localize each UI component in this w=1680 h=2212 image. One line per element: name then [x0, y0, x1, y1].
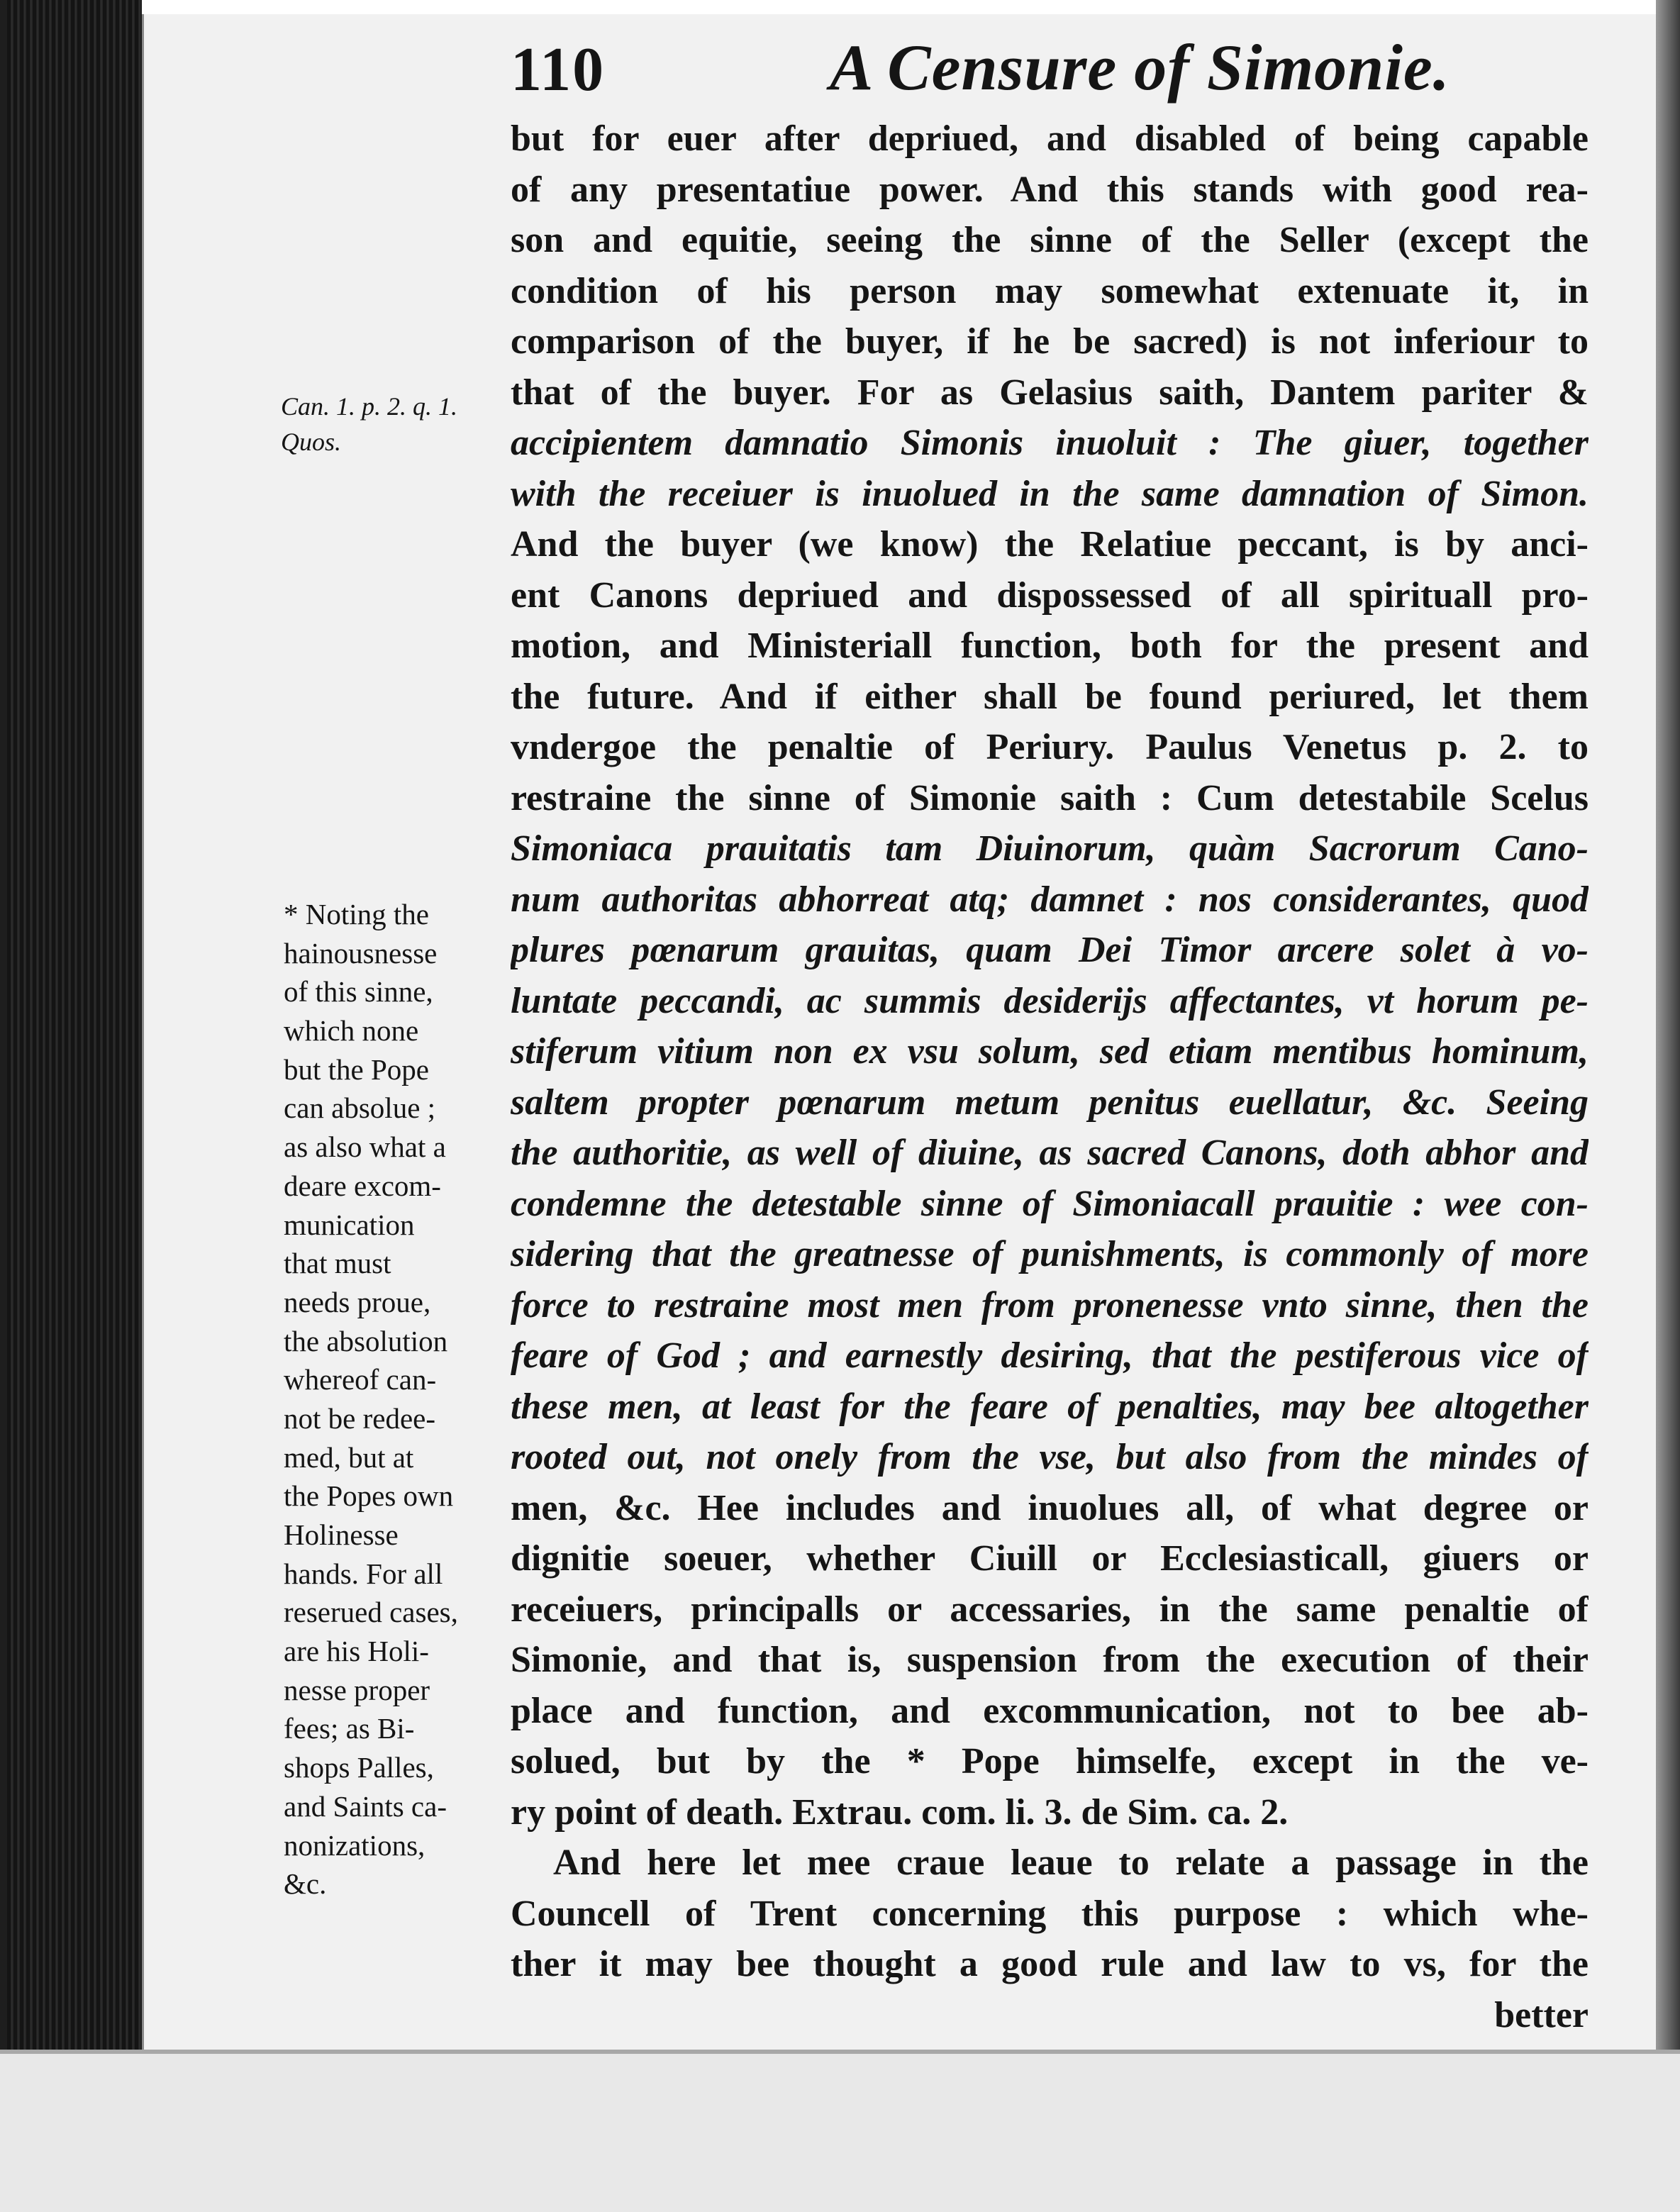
body-text	[511, 113, 1589, 2040]
text-line: comparison of the buyer, if he be sacred) is not inferiour to	[511, 321, 1589, 362]
text-line: vndergoe the penaltie of Periury. Paulus Venetus p. 2. to	[511, 727, 1589, 767]
page-bottom-edge	[0, 2050, 1680, 2054]
scan-bottom-margin	[0, 2050, 1680, 2212]
margin-note-line: as also what a	[284, 1130, 446, 1164]
text-line: condemne the detestable sinne of Simoniacall prauitie : wee con-	[511, 1183, 1589, 1224]
text-line: luntate peccandi, ac summis desiderijs affectantes, vt horum pe-	[511, 980, 1589, 1021]
text-line: And here let mee craue leaue to relate a passage in the	[553, 1843, 1589, 1883]
text-line: ry point of death. Extrau. com. li. 3. de Sim. ca. 2.	[511, 1791, 1289, 1833]
margin-citation	[281, 389, 486, 460]
text-line: Simonie, and that is, suspension from the execution of their	[511, 1640, 1589, 1680]
margin-note-line: * Noting the	[284, 898, 429, 930]
margin-note-line: of this sinne,	[284, 975, 433, 1008]
text-line: feare of God ; and earnestly desiring, that the pestiferous vice of	[511, 1335, 1589, 1376]
margin-note-line: deare excom-	[284, 1169, 441, 1202]
margin-note-line: shops Palles,	[284, 1751, 434, 1784]
text-line: saltem propter pœnarum metum penitus euellatur, &c. Seeing	[511, 1082, 1589, 1123]
text-line: accipientem damnatio Simonis inuoluit : The giuer, together	[511, 423, 1589, 463]
margin-note-line: the absolution	[284, 1324, 448, 1357]
margin-note-line: are his Holi-	[284, 1635, 429, 1668]
text-line: ent Canons depriued and dispossessed of all spirituall pro-	[511, 574, 1589, 616]
text-line: but for euer after depriued, and disabled of being capable	[511, 118, 1589, 159]
margin-note-line: reserued cases,	[284, 1596, 458, 1629]
text-line: And the buyer (we know) the Relatiue peccant, is by anci-	[511, 524, 1589, 565]
margin-note-line: which none	[284, 1014, 419, 1047]
margin-citation-line: Quos.	[281, 428, 342, 456]
margin-note-line: needs proue,	[284, 1285, 431, 1318]
margin-note-line: nonizations,	[284, 1828, 425, 1862]
text-line: the future. And if either shall be found periured, let them	[511, 676, 1589, 717]
margin-note-line: hands. For all	[284, 1557, 443, 1590]
margin-note-line: &c.	[284, 1867, 327, 1901]
text-line: receiuers, principalls or accessaries, in the same penaltie of	[511, 1589, 1589, 1630]
margin-note-line: that must	[284, 1247, 391, 1280]
text-line: num authoritas abhorreat atq; damnet : nos considerantes, quod	[511, 879, 1589, 920]
margin-note-line: Holinesse	[284, 1518, 399, 1551]
text-line: stiferum vitium non ex vsu solum, sed etiam mentibus hominum,	[511, 1031, 1589, 1072]
text-line: the authoritie, as well of diuine, as sacred Canons, doth abhor and	[511, 1133, 1589, 1173]
page-shadow-right	[1656, 0, 1680, 2050]
margin-note-line: can absolue ;	[284, 1091, 436, 1125]
margin-note-line: nesse proper	[284, 1673, 430, 1706]
text-line: sidering that the greatnesse of punishments, is commonly of more	[511, 1234, 1589, 1274]
text-line: Simoniaca prauitatis tam Diuinorum, quàm Sacrorum Cano-	[511, 828, 1589, 869]
page-number: 110	[511, 35, 606, 104]
margin-note-line: munication	[284, 1208, 415, 1241]
margin-note	[284, 895, 496, 1903]
margin-note-line: med, but at	[284, 1440, 414, 1474]
text-line: with the receiuer is inuolued in the same damnation of Simon.	[511, 473, 1589, 514]
text-line: condition of his person may somewhat extenuate it, in	[511, 270, 1589, 311]
text-line: place and function, and excommunication, not to bee ab-	[511, 1690, 1589, 1731]
text-line: rooted out, not onely from the vse, but also from the mindes of	[511, 1437, 1589, 1477]
margin-note-line: but the Pope	[284, 1052, 429, 1086]
margin-note-line: hainousnesse	[284, 936, 438, 969]
text-line: ther it may bee thought a good rule and law to vs, for the	[511, 1944, 1589, 1984]
text-line: solued, but by the * Pope himselfe, except in the ve-	[511, 1741, 1589, 1782]
text-line: son and equitie, seeing the sinne of the Seller (except the	[511, 220, 1589, 260]
text-line: men, &c. Hee includes and inuolues all, of what degree or	[511, 1487, 1589, 1528]
page-edges	[7, 0, 142, 2050]
margin-note-line: not be redee-	[284, 1401, 435, 1435]
text-line: plures pœnarum grauitas, quam Dei Timor arcere solet à vo-	[511, 930, 1589, 970]
text-line: Councell of Trent concerning this purpose : which whe-	[511, 1893, 1589, 1934]
running-title: A Censure of Simonie.	[830, 31, 1450, 104]
margin-note-line: whereof can-	[284, 1363, 437, 1396]
catchword: better	[1494, 1994, 1589, 2035]
margin-note-line: fees; as Bi-	[284, 1712, 415, 1745]
text-line: these men, at least for the feare of penalties, may bee altogether	[511, 1386, 1589, 1427]
text-line: dignitie soeuer, whether Ciuill or Ecclesiasticall, giuers or	[511, 1538, 1589, 1579]
margin-note-line: and Saints ca-	[284, 1789, 447, 1823]
text-line: that of the buyer. For as Gelasius saith, Dantem pariter &	[511, 372, 1589, 413]
margin-citation-line: Can. 1. p. 2. q. 1.	[281, 392, 458, 421]
text-line: of any presentatiue power. And this stands with good rea-	[511, 169, 1589, 210]
margin-note-line: the Popes own	[284, 1479, 454, 1513]
text-line: restraine the sinne of Simonie saith : Cum detestabile Scelus	[511, 777, 1589, 818]
text-line: force to restraine most men from pronenesse vnto sinne, then the	[511, 1284, 1589, 1325]
text-line: motion, and Ministeriall function, both for the present and	[511, 626, 1589, 666]
